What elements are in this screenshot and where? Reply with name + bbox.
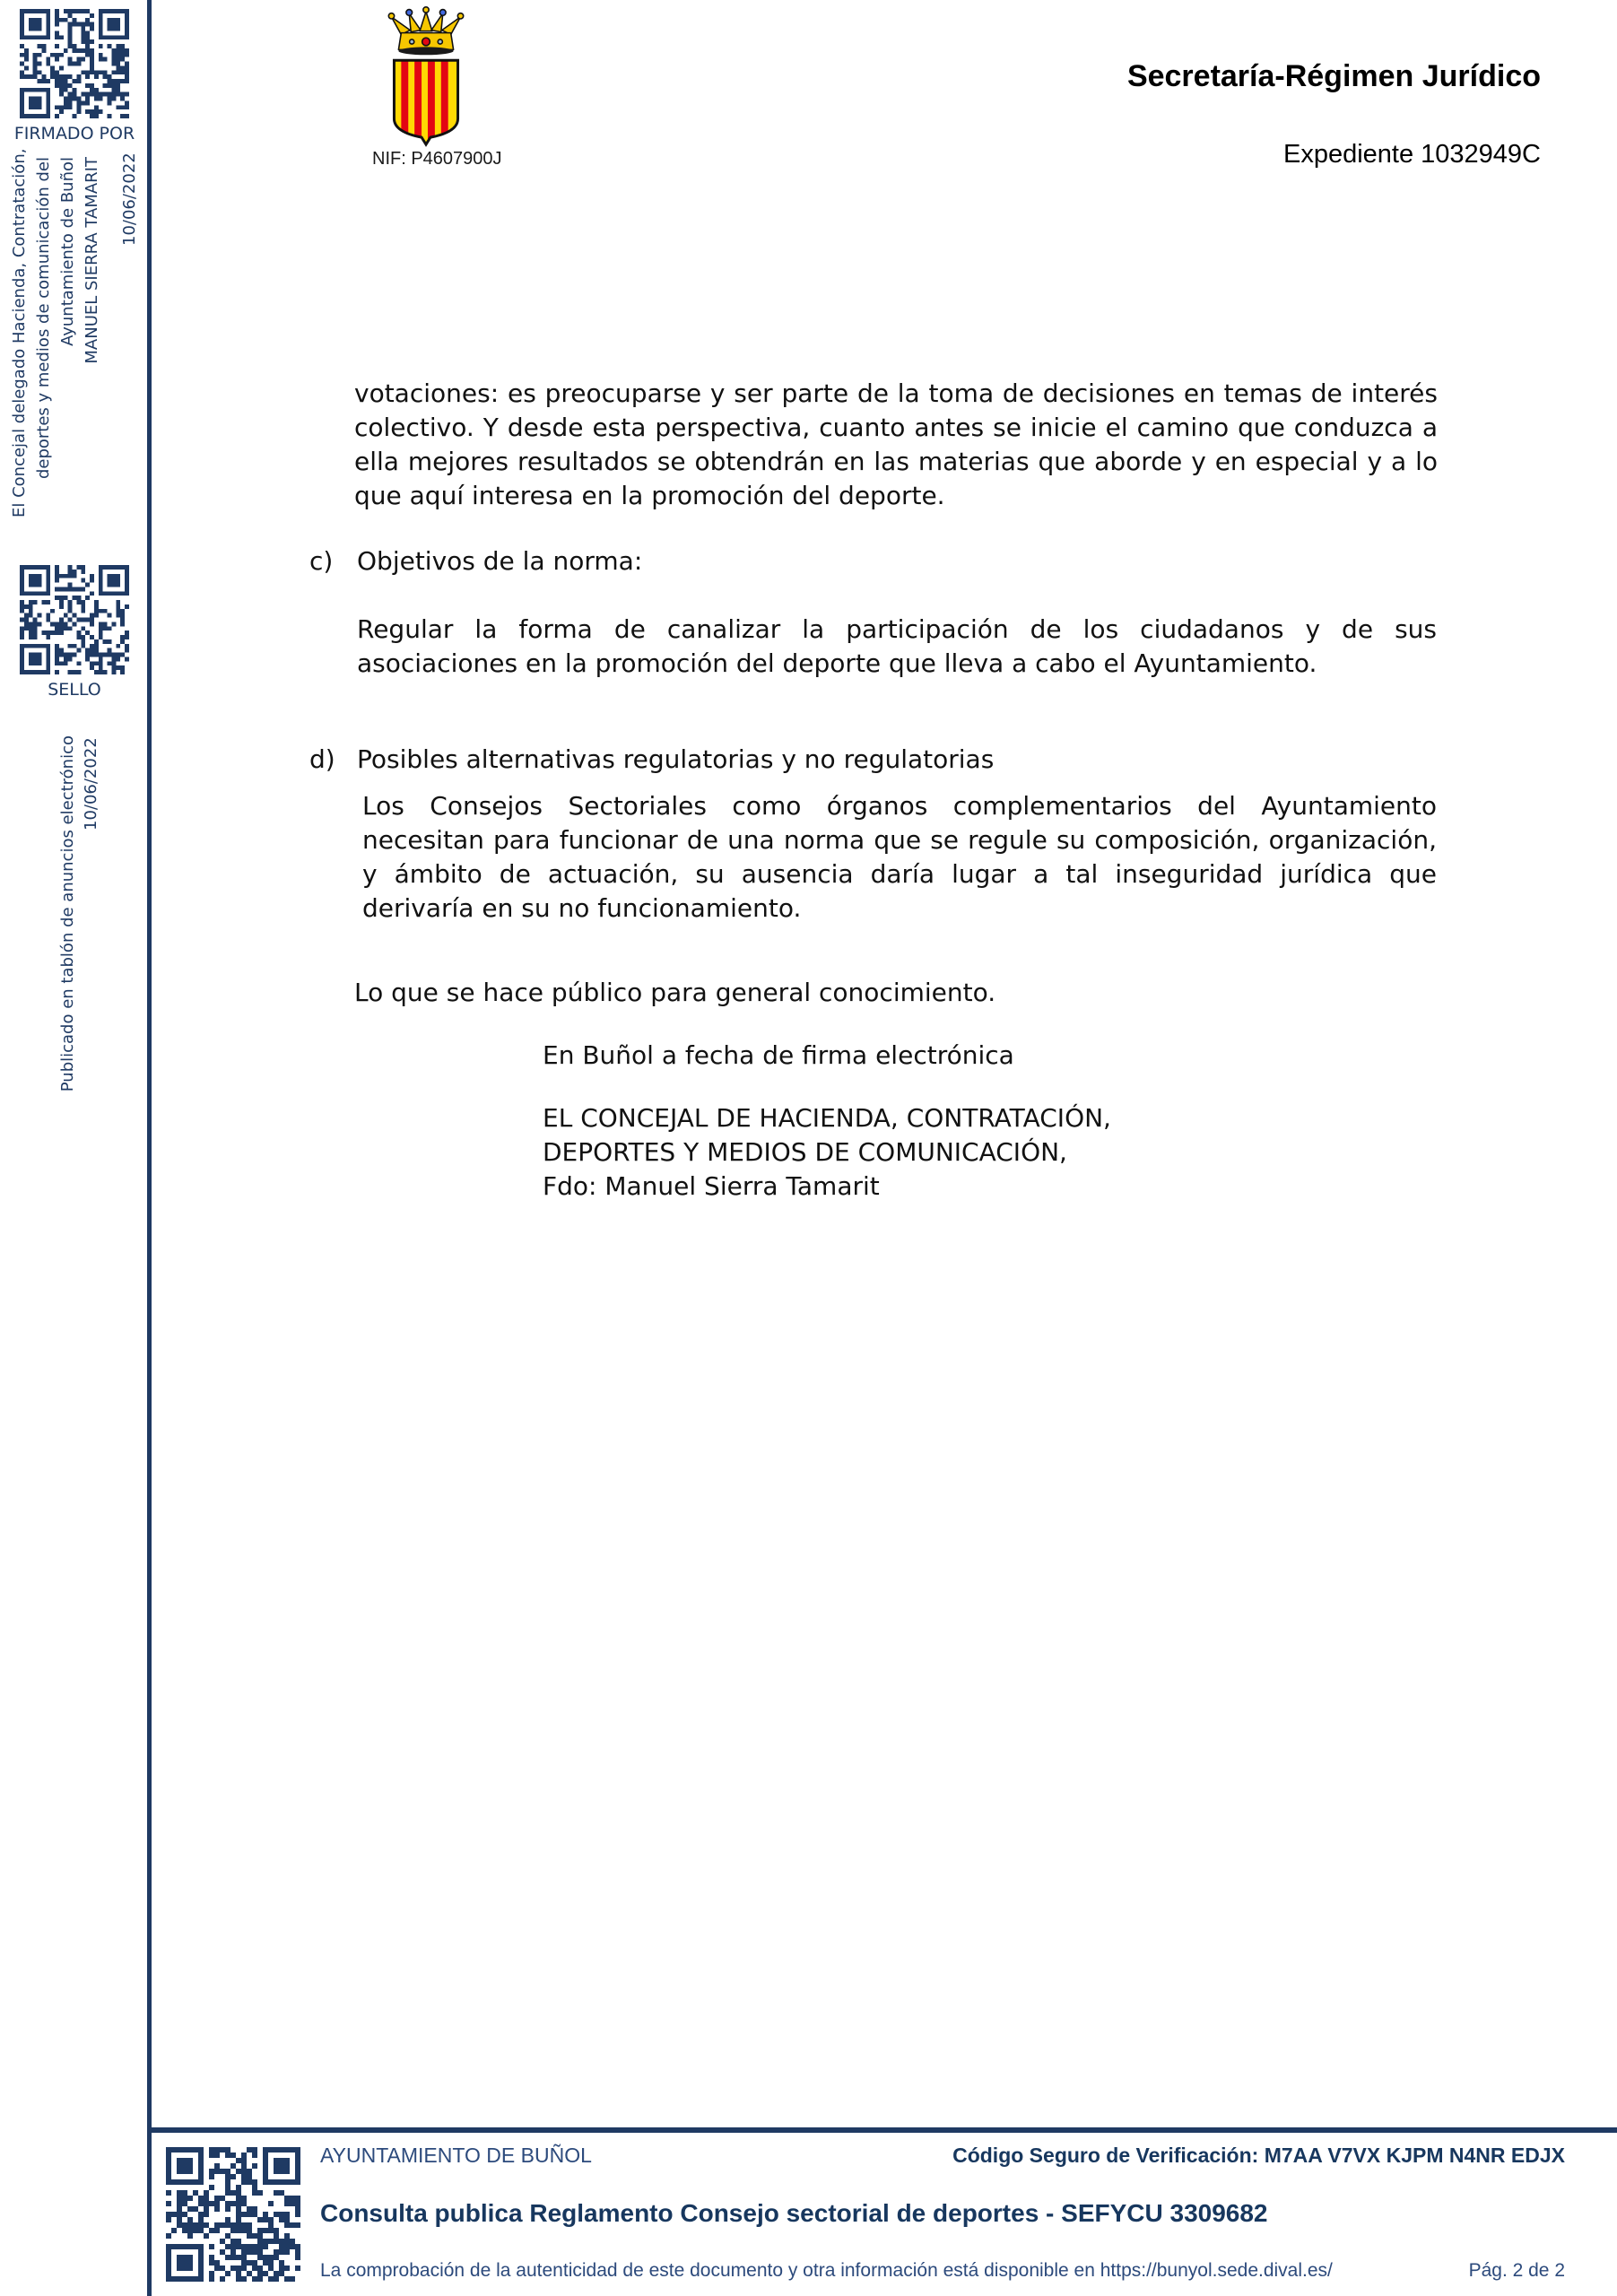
- section-d-title: Posibles alternativas regulatorias y no regulatorias: [357, 744, 995, 774]
- signature-title-line1: EL CONCEJAL DE HACIENDA, CONTRATACIÓN,: [543, 1103, 1111, 1133]
- signature-block: [543, 1101, 1111, 1204]
- section-d-heading: [309, 743, 994, 777]
- seal-label: SELLO: [48, 680, 101, 700]
- footer-organization: AYUNTAMIENTO DE BUÑOL: [320, 2144, 592, 2167]
- section-d-paragraph: Los Consejos Sectoriales como órganos complementarios del Ayuntamiento necesitan para funcionar de una norma que se regule su composición, organización, y ámbito de actuación, su ausencia daría lugar a tal inseguridad jurídica que derivaría en su no funcionamiento.: [362, 791, 1437, 923]
- verification-qr-code-icon: [166, 2147, 300, 2282]
- footer-divider-line: [147, 2127, 1617, 2133]
- sidebar-divider-line: [147, 0, 152, 2296]
- signer-line: Ayuntamiento de Buñol: [58, 157, 77, 346]
- closing-statement: Lo que se hace público para general conocimiento.: [354, 978, 996, 1007]
- body-paragraph-votaciones: votaciones: es preocuparse y ser parte de la toma de decisiones en temas de interés colectivo. Y desde esta perspectiva, cuanto antes se inicie el camino que conduzca a ella mejores resultados se obtendrán en las materias que aborde y en especial y a lo que aquí interesa en la promoción del deporte.: [354, 378, 1438, 510]
- signature-place-line: En Buñol a fecha de firma electrónica: [543, 1040, 1014, 1070]
- signature-qr-code-icon: [20, 9, 129, 118]
- signature-title-line2: DEPORTES Y MEDIOS DE COMUNICACIÓN,: [543, 1137, 1067, 1167]
- section-d-label: d): [309, 744, 335, 774]
- signer-line: deportes y medios de comunicación del: [34, 157, 53, 480]
- seal-qr-code-icon: [20, 565, 129, 674]
- section-c-heading: [309, 544, 642, 578]
- published-rotated-text: Publicado en tablón de anuncios electrónico: [58, 735, 77, 1092]
- section-c-label: c): [309, 546, 334, 576]
- section-c-paragraph: Regular la forma de canalizar la participación de los ciudadanos y de sus asociaciones en la promoción del deporte que lleva a cabo el Ayuntamiento.: [357, 614, 1437, 678]
- signature-name-line: Fdo: Manuel Sierra Tamarit: [543, 1171, 880, 1201]
- footer-document-title: Consulta publica Reglamento Consejo sectorial de deportes - SEFYCU 3309682: [320, 2199, 1268, 2227]
- section-c-title: Objetivos de la norma:: [357, 546, 643, 576]
- nif-text: NIF: P4607900J: [372, 149, 502, 169]
- footer-authenticity-note: La comprobación de la autenticidad de este documento y otra información está disponible en https://bunyol.sede.dival.es/: [320, 2260, 1333, 2281]
- footer-verification-code: Código Seguro de Verificación: M7AA V7VX KJPM N4NR EDJX: [952, 2144, 1565, 2167]
- seal-date: 10/06/2022: [82, 737, 100, 831]
- department-title: Secretaría-Régimen Jurídico: [1126, 59, 1541, 93]
- signer-rotated-text: [7, 148, 104, 517]
- expediente-number: Expediente 1032949C: [1282, 140, 1541, 169]
- signed-by-label: FIRMADO POR: [13, 124, 135, 144]
- footer-page-number: Pág. 2 de 2: [1468, 2260, 1565, 2281]
- bunol-coat-of-arms-icon: [386, 5, 466, 147]
- signed-date: 10/06/2022: [120, 152, 139, 246]
- signer-line: El Concejal delegado Hacienda, Contratación,: [10, 148, 29, 517]
- signer-line: MANUEL SIERRA TAMARIT: [83, 157, 101, 364]
